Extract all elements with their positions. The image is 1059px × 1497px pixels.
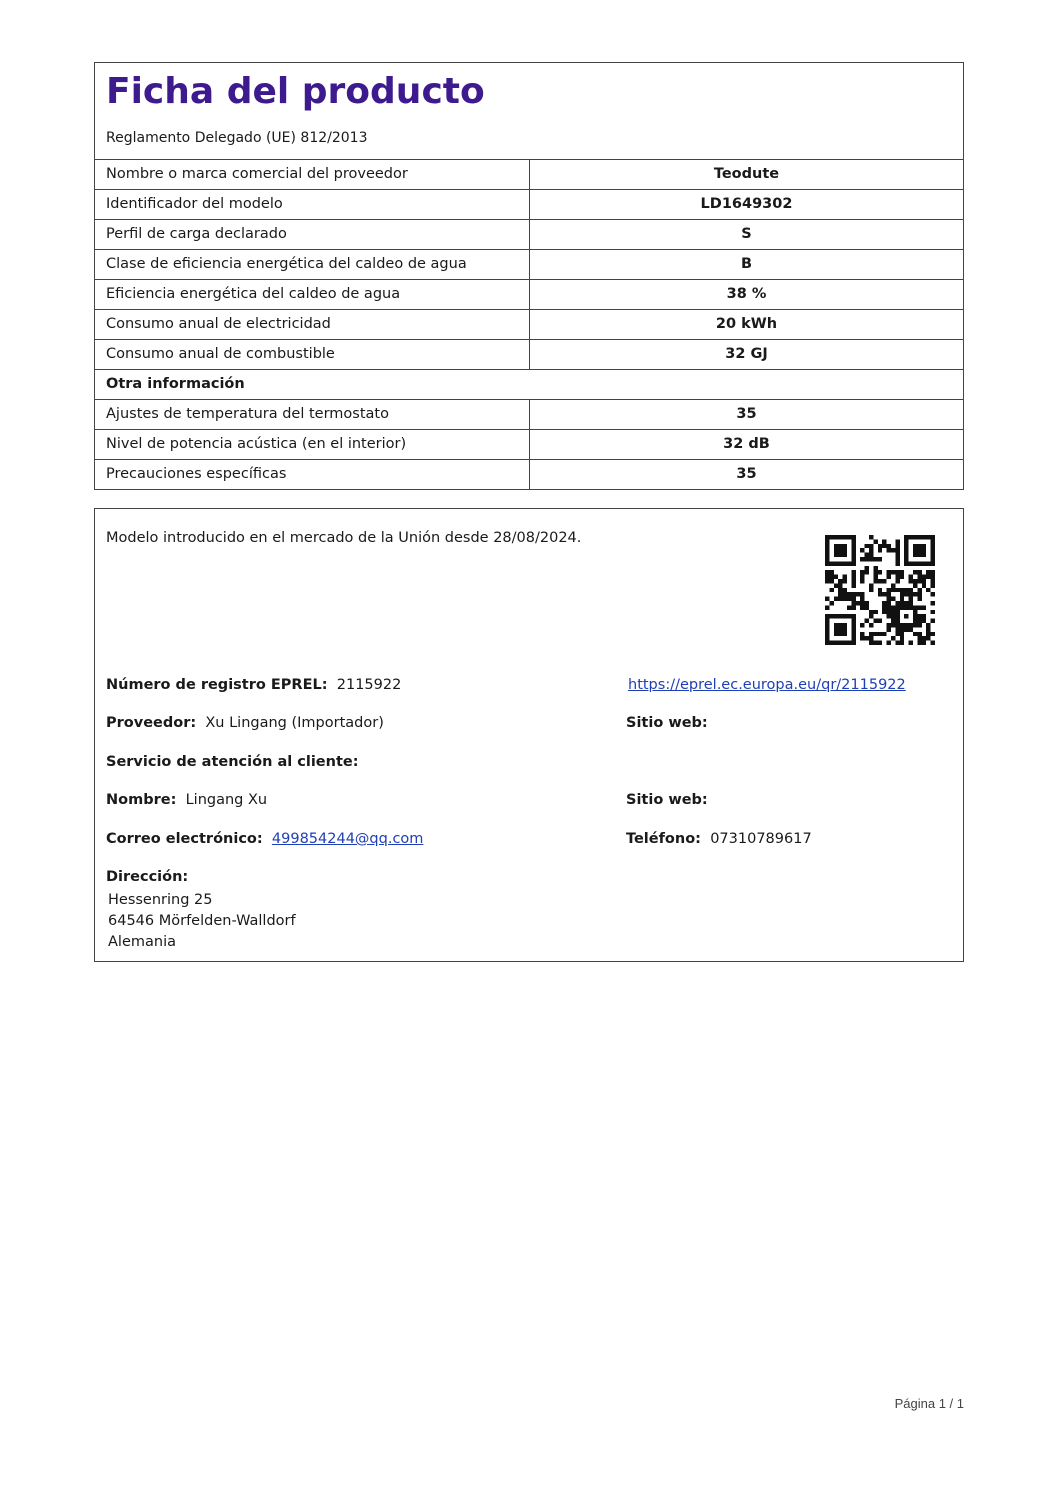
row-label: Consumo anual de electricidad [95, 310, 530, 340]
qr-code-icon[interactable] [825, 535, 935, 645]
email-link[interactable]: 499854244@qq.com [271, 831, 424, 847]
table-row [95, 220, 963, 250]
row-label: Precauciones específicas [95, 460, 530, 490]
contact-email [106, 830, 423, 848]
address-line: Hessenring 25 [108, 892, 213, 908]
phone-label: Teléfono: [626, 831, 701, 847]
row-label: Eficiencia energética del caldeo de agua [95, 280, 530, 310]
table-row [95, 160, 963, 190]
row-value: 32 GJ [530, 340, 964, 370]
row-value: 38 % [530, 280, 964, 310]
regulation-reference: Reglamento Delegado (UE) 812/2013 [106, 130, 368, 146]
supplier-value: Xu Lingang (Importador) [205, 715, 384, 731]
row-label: Consumo anual de combustible [95, 340, 530, 370]
table-row [95, 310, 963, 340]
row-value: 20 kWh [530, 310, 964, 340]
section-header-row [95, 370, 963, 400]
table-row [95, 460, 963, 490]
table-row [95, 430, 963, 460]
row-value: 35 [530, 400, 964, 430]
eprel-registration [106, 676, 401, 694]
address-line: 64546 Mörfelden-Walldorf [108, 913, 296, 929]
supplier-info-box [94, 508, 964, 962]
market-intro-text: Modelo introducido en el mercado de la Unión desde 28/08/2024. [106, 530, 582, 546]
table-row [95, 250, 963, 280]
row-label: Perfil de carga declarado [95, 220, 530, 250]
table-row [95, 190, 963, 220]
row-value: 32 dB [530, 430, 964, 460]
email-label: Correo electrónico: [106, 831, 263, 847]
table-row [95, 340, 963, 370]
row-label: Ajustes de temperatura del termostato [95, 400, 530, 430]
page-title: Ficha del producto [106, 71, 485, 112]
row-value: Teodute [530, 160, 964, 190]
name-label: Nombre: [106, 792, 177, 808]
row-value: S [530, 220, 964, 250]
customer-service-label: Servicio de atención al cliente: [106, 754, 359, 770]
contact-phone [626, 830, 812, 848]
spec-table [95, 159, 963, 489]
row-value: B [530, 250, 964, 280]
page-number: Página 1 / 1 [894, 1396, 964, 1411]
row-label: Clase de eficiencia energética del caldeo de agua [95, 250, 530, 280]
name-value: Lingang Xu [185, 792, 268, 808]
eprel-link[interactable]: https://eprel.ec.europa.eu/qr/2115922 [628, 677, 906, 693]
website-label: Sitio web: [626, 792, 708, 808]
contact-name [106, 791, 267, 809]
row-label: Identificador del modelo [95, 190, 530, 220]
phone-value: 07310789617 [710, 831, 812, 847]
row-value: LD1649302 [530, 190, 964, 220]
eprel-label: Número de registro EPREL: [106, 677, 328, 693]
table-row [95, 280, 963, 310]
supplier [106, 714, 384, 732]
product-sheet [94, 62, 964, 490]
section-title-other-info: Otra información [95, 370, 963, 400]
row-label: Nivel de potencia acústica (en el interior) [95, 430, 530, 460]
address-label: Dirección: [106, 869, 189, 885]
table-row [95, 400, 963, 430]
eprel-number: 2115922 [336, 677, 402, 693]
supplier-label: Proveedor: [106, 715, 197, 731]
row-label: Nombre o marca comercial del proveedor [95, 160, 530, 190]
website-label: Sitio web: [626, 715, 708, 731]
row-value: 35 [530, 460, 964, 490]
address-line: Alemania [108, 934, 176, 950]
